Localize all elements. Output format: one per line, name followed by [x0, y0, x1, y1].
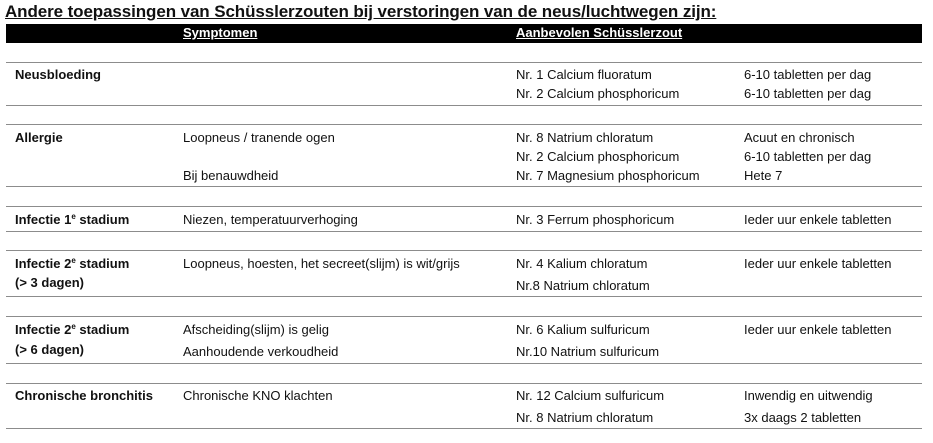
condition-label: Allergie [15, 130, 63, 145]
dose-cell: 6-10 tabletten per dag [744, 86, 872, 101]
row-divider [6, 124, 922, 125]
dose-cell: Ieder uur enkele tabletten [744, 256, 892, 271]
dose-cell: Ieder uur enkele tabletten [744, 212, 892, 227]
symptom-cell: Aanhoudende verkoudheid [183, 344, 339, 359]
row-divider [6, 296, 922, 297]
row-divider [6, 316, 922, 317]
dose-cell: Acuut en chronisch [744, 130, 855, 145]
symptom-cell: Loopneus, hoesten, het secreet(slijm) is wit/grijs [183, 256, 460, 271]
row-divider [6, 250, 922, 251]
page-title: Andere toepassingen van Schüsslerzouten bij verstoringen van de neus/luchtwegen zijn: [5, 2, 717, 21]
salt-cell: Nr. 1 Calcium fluoratum [516, 67, 652, 82]
symptom-cell: Loopneus / tranende ogen [183, 130, 335, 145]
row-divider [6, 105, 922, 106]
symptom-cell: Bij benauwdheid [183, 168, 279, 183]
row-divider [6, 62, 922, 63]
condition-sublabel: (> 3 dagen) [15, 275, 84, 290]
condition-label: Neusbloeding [15, 67, 101, 82]
row-divider [6, 231, 922, 232]
table-header [6, 24, 922, 43]
salt-cell: Nr. 6 Kalium sulfuricum [516, 322, 650, 337]
condition-sublabel: (> 6 dagen) [15, 342, 84, 357]
row-divider [6, 206, 922, 207]
salt-cell: Nr. 4 Kalium chloratum [516, 256, 648, 271]
row-divider [6, 428, 922, 429]
salt-cell: Nr. 2 Calcium phosphoricum [516, 86, 680, 101]
salt-cell: Nr. 8 Natrium chloratum [516, 410, 654, 425]
dose-cell: Hete 7 [744, 168, 783, 183]
row-divider [6, 363, 922, 364]
dose-cell: 3x daags 2 tabletten [744, 410, 862, 425]
salt-cell: Nr. 2 Calcium phosphoricum [516, 149, 680, 164]
salt-cell: Nr. 7 Magnesium phosphoricum [516, 168, 700, 183]
dose-cell: Ieder uur enkele tabletten [744, 322, 892, 337]
dose-cell: Inwendig en uitwendig [744, 388, 873, 403]
dose-cell: 6-10 tabletten per dag [744, 67, 872, 82]
salt-cell: Nr.10 Natrium sulfuricum [516, 344, 660, 359]
symptom-cell: Niezen, temperatuurverhoging [183, 212, 358, 227]
row-divider [6, 186, 922, 187]
condition-label: Infectie 2e stadium [15, 322, 130, 337]
condition-label: Infectie 2e stadium [15, 256, 130, 271]
salt-cell: Nr. 8 Natrium chloratum [516, 130, 654, 145]
salt-cell: Nr. 3 Ferrum phosphoricum [516, 212, 675, 227]
condition-label: Infectie 1e stadium [15, 212, 130, 227]
row-divider [6, 383, 922, 384]
salt-cell: Nr.8 Natrium chloratum [516, 278, 650, 293]
header-salt: Aanbevolen Schüsslerzout [516, 25, 683, 40]
symptom-cell: Chronische KNO klachten [183, 388, 333, 403]
salt-cell: Nr. 12 Calcium sulfuricum [516, 388, 665, 403]
header-symptoms: Symptomen [183, 25, 258, 40]
dose-cell: 6-10 tabletten per dag [744, 149, 872, 164]
condition-label: Chronische bronchitis [15, 388, 153, 403]
symptom-cell: Afscheiding(slijm) is gelig [183, 322, 329, 337]
